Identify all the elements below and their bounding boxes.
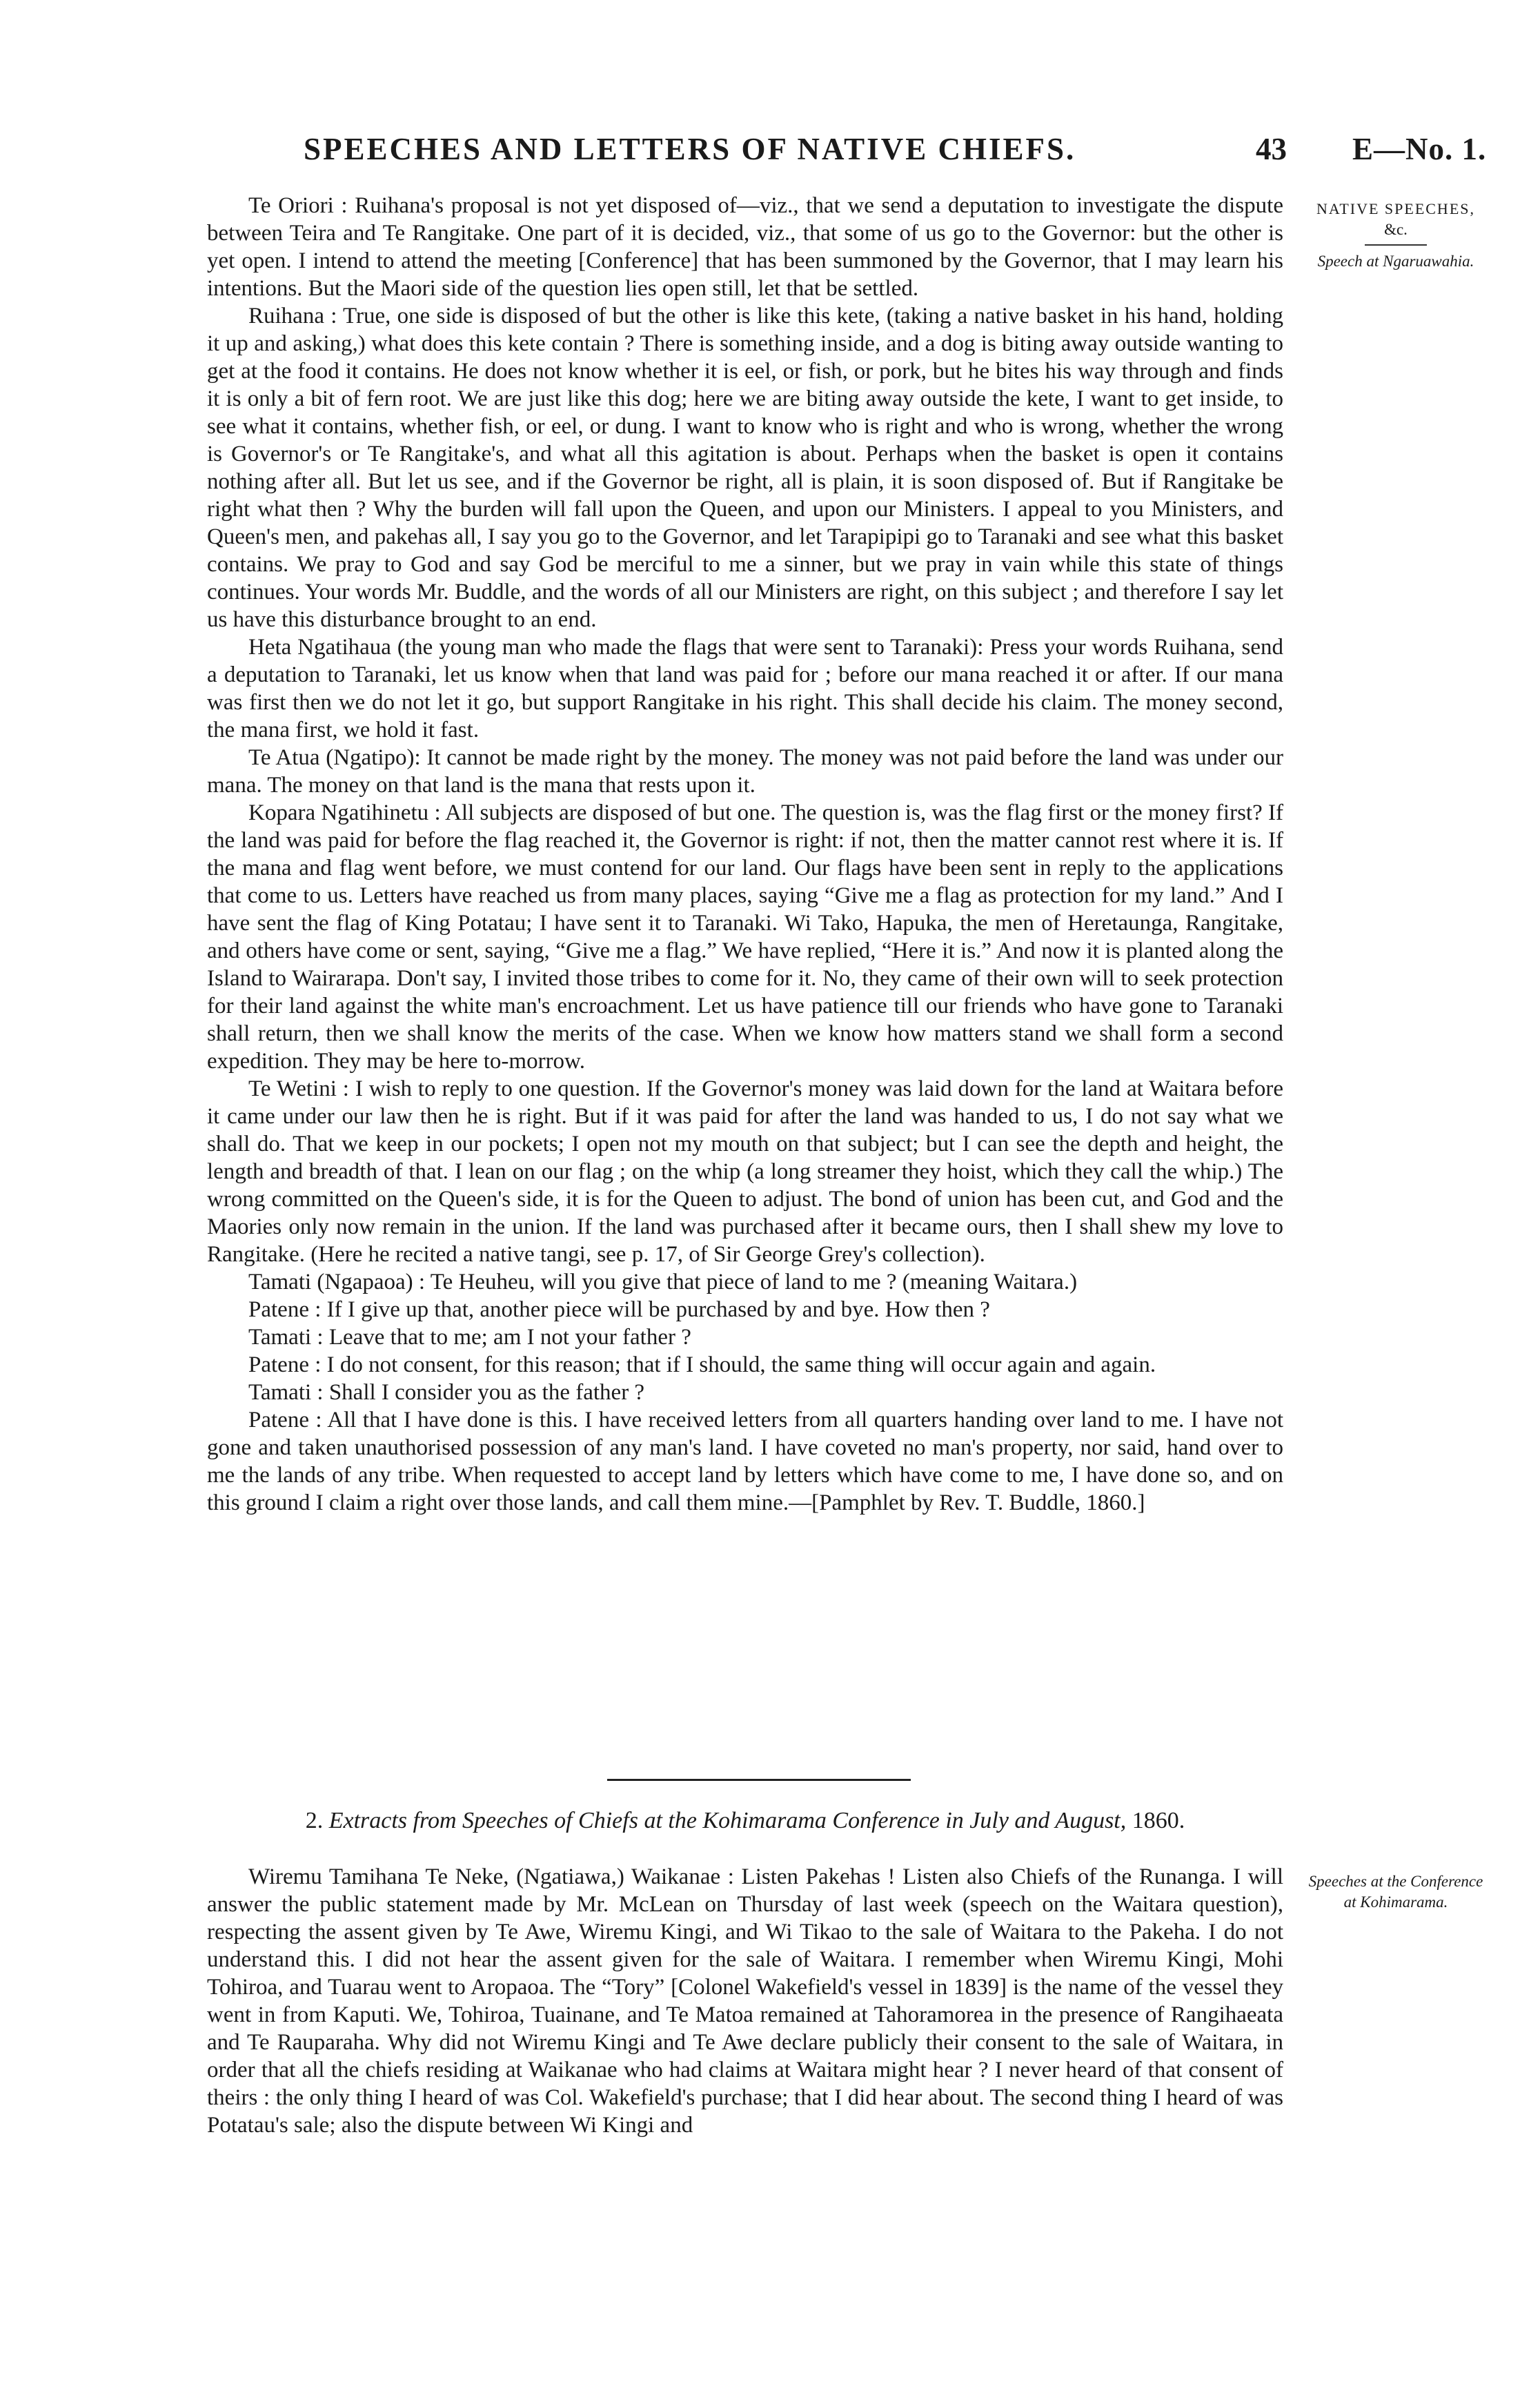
margin-note-etc: &c. <box>1384 221 1408 238</box>
paragraph-tamati-3: Tamati : Shall I consider you as the father ? <box>248 1380 645 1405</box>
paragraph-heta-ngatihaua: Heta Ngatihaua (the young man who made the flags that were sent to Taranaki): Press your words Ruihana, send a deputation to Taranaki, let us know when that land was paid for ; before our mana reached it or after. If our mana was first then we do not let it go, but support Rangitake in his right. This shall decide his claim. The money second, the mana first, we hold it fast. <box>207 635 1283 742</box>
margin-note-rule <box>1365 244 1427 246</box>
section-number: 2. <box>305 1808 324 1833</box>
speeches-bottom-section <box>207 1863 1283 2139</box>
section-heading <box>207 1808 1283 1834</box>
section-divider <box>607 1779 911 1781</box>
paragraph-patene-3: Patene : All that I have done is this. I have received letters from all quarters handing over land to me. I have not gone and taken unauthorised possession of any man's land. I have coveted no man's property, nor said, hand over to me the lands of any tribe. When requested to accept land by letters which have come to me, I have done so, and on this ground I claim a right over those lands, and call them mine.—[Pamphlet by Rev. T. Buddle, 1860.] <box>207 1408 1283 1515</box>
page-number: 43 <box>1256 132 1287 166</box>
paragraph-patene-1: Patene : If I give up that, another piece will be purchased by and bye. How then ? <box>248 1297 990 1322</box>
page-title: SPEECHES AND LETTERS OF NATIVE CHIEFS. <box>304 132 1076 166</box>
margin-note-native-speeches <box>1303 199 1489 272</box>
section-year: 1860. <box>1132 1808 1185 1833</box>
paragraph-te-wetini: Te Wetini : I wish to reply to one question. If the Governor's money was laid down for the land at Waitara before it came under our law then he is right. But if it was paid for after the land was handed to us, I do not say what we shall do. That we keep in our pockets; I open not my mouth on that subject; but I can see the depth and height, the length and breadth of that. I lean on our flag ; on the whip (a long streamer they hoist, which they call the whip.) The wrong committed on the Queen's side, it is for the Queen to adjust. The bond of union has been cut, and God and the Maories only now remain in the union. If the land was purchased after it became ours, then I shall shew my love to Rangitake. (Here he recited a native tangi, see p. 17, of Sir George Grey's collection). <box>207 1076 1283 1267</box>
speeches-top-section <box>207 192 1283 1517</box>
section-title: Extracts from Speeches of Chiefs at the Kohimarama Conference in July and August, <box>328 1808 1127 1833</box>
paragraph-wiremu-tamihana: Wiremu Tamihana Te Neke, (Ngatiawa,) Waikanae : Listen Pakehas ! Listen also Chiefs of the Runanga. I will answer the public statement made by Mr. McLean on Thursday of last week (speech on the Waitara question), respecting the assent given by Te Awe, Wiremu Kingi, and Wi Tikao to the sale of Waitara to the Pakeha. I do not understand this. I did not hear the assent given for the sale of Waitara. I remember when Wiremu Kingi, Mohi Tohiroa, and Tuarau went to Aropaoa. The “Tory” [Colonel Wakefield's vessel in 1839] is the name of the vessel they went in from Kaputi. We, Tohiroa, Tuainane, and Te Matoa remained at Tahoramorea in the presence of Rangihaeata and Te Rauparaha. Why did not Wiremu Kingi and Te Awe declare publicly their consent to the sale of Waitara, in order that all the chiefs residing at Waikanae who had claims at Waitara might hear ? I never heard of that consent of theirs : the only thing I heard of was Col. Wakefield's purchase; that I did hear about. The second thing I heard of was Potatau's sale; also the dispute between Wi Kingi and <box>207 1864 1283 2138</box>
paragraph-tamati-2: Tamati : Leave that to me; am I not your father ? <box>248 1325 691 1350</box>
margin-note-speeches-kohimarama: Speeches at the Conference at Kohimarama. <box>1308 1873 1483 1911</box>
paragraph-tamati-1: Tamati (Ngapaoa) : Te Heuheu, will you give that piece of land to me ? (meaning Waitara.) <box>248 1270 1078 1294</box>
paragraph-te-atua: Te Atua (Ngatipo): It cannot be made right by the money. The money was not paid before the land was under our mana. The money on that land is the mana that rests upon it. <box>207 745 1283 798</box>
paragraph-te-oriori: Te Oriori : Ruihana's proposal is not yet disposed of—viz., that we send a deputation to investigate the dispute between Teira and Te Rangitake. One part of it is decided, viz., that some of us go to the Governor: but the other is yet open. I intend to attend the meeting [Conference] that has been summoned by the Governor, that I may learn his intentions. But the Maori side of the question lies open still, let that be settled. <box>207 193 1283 301</box>
document-reference: E—No. 1. <box>1352 132 1487 166</box>
margin-note-heading: NATIVE SPEECHES, <box>1316 200 1475 217</box>
paragraph-kopara-ngatihinetu: Kopara Ngatihinetu : All subjects are disposed of but one. The question is, was the flag first or the money first? If the land was paid for before the flag reached it, the Governor is right: if not, then the matter cannot rest where it is. If the mana and flag went before, we must contend for our land. Our flags have been sent in reply to the applications that come to us. Letters have reached us from many places, saying “Give me a flag as protection for my land.” And I have sent the flag of King Potatau; I have sent it to Taranaki. Wi Tako, Hapuka, the men of Heretaunga, Rangitake, and others have come or sent, saying, “Give me a flag.” We have replied, “Here it is.” And now it is planted along the Island to Wairarapa. Don't say, I invited those tribes to come for it. No, they came of their own will to seek protection for their land against the white man's encroachment. Let us have patience till our friends who have gone to Taranaki shall return, then we shall know the merits of the case. When we know how matters stand we shall form a second expedition. They may be here to-morrow. <box>207 800 1283 1074</box>
paragraph-patene-2: Patene : I do not consent, for this reason; that if I should, the same thing will occur again and again. <box>248 1352 1156 1377</box>
margin-note-speech-ngaruawahia: Speech at Ngaruawahia. <box>1317 253 1474 270</box>
paragraph-ruihana: Ruihana : True, one side is disposed of but the other is like this kete, (taking a native basket in his hand, holding it up and asking,) what does this kete contain ? There is something inside, and a dog is biting away outside wanting to get at the food it contains. He does not know whether it is eel, or fish, or pork, but he bites his way through and finds it is only a bit of fern root. We are just like this dog; here we are biting away outside the kete, I want to get inside, to see what it contains, whether fish, or eel, or dung. I want to know who is right and who is wrong, whether the wrong is Governor's or Te Rangitake's, and what all this agitation is about. Perhaps when the basket is open it contains nothing after all. But let us see, and if the Governor be right, all is plain, it is soon disposed of. But if Rangitake be right what then ? Why the burden will fall upon the Queen, and upon our Ministers. I appeal to you Ministers, and Queen's men, and pakehas all, I say you go to the Governor, and let Tarapipipi go to Taranaki and see what this basket contains. We pray to God and say God be merciful to me a sinner, but we pray in vain while this state of things continues. Your words Mr. Buddle, and the words of all our Ministers are right, on this subject ; and therefore I say let us have this disturbance brought to an end. <box>207 304 1283 632</box>
page-header <box>207 131 1490 179</box>
